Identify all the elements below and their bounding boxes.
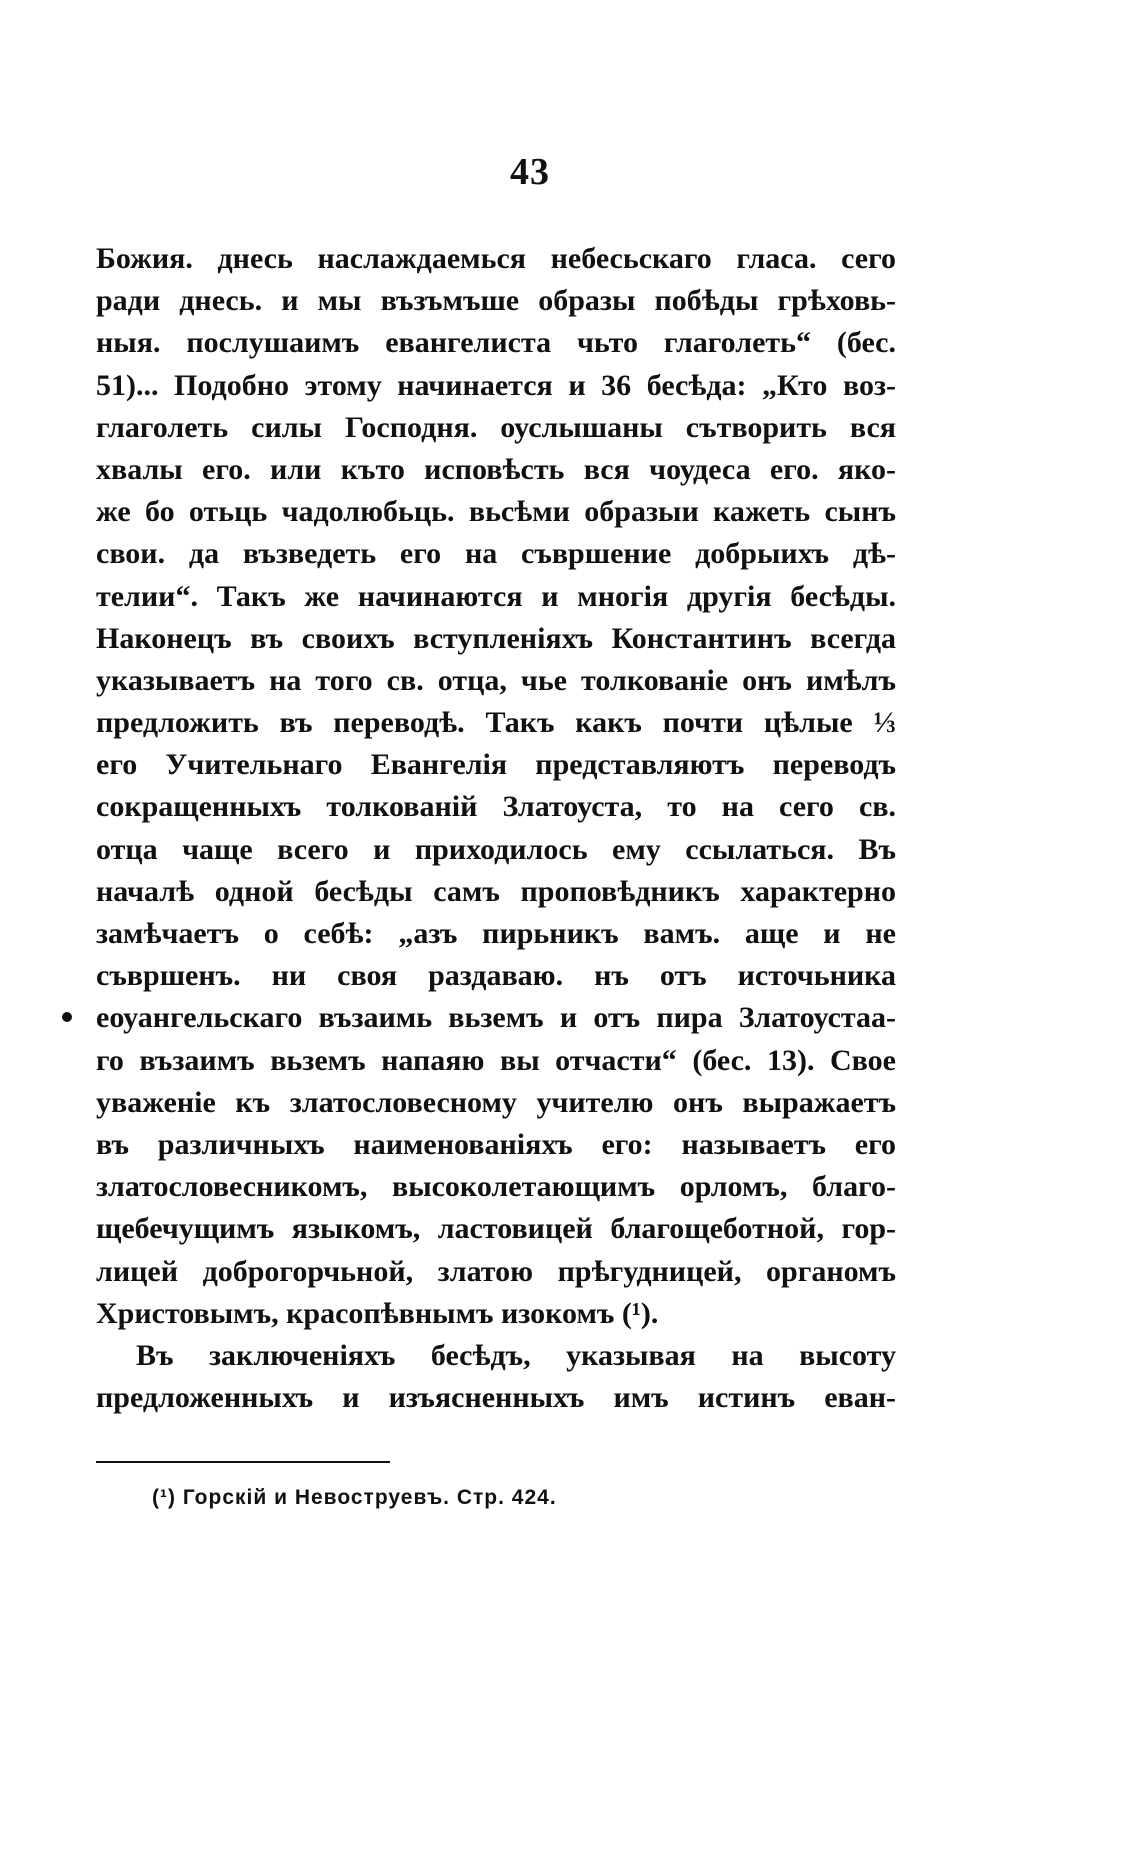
text-line: златословесникомъ, высоколетающимъ орломъ, благо- [96, 1170, 896, 1204]
text-line: телии“. Такъ же начинаются и многія другія бесѣды. [96, 579, 896, 613]
text-line: съвршенъ. ни своя раздаваю. нъ отъ источьника [96, 959, 896, 993]
text-line: Въ заключеніяхъ бесѣдъ, указывая на высоту [136, 1338, 896, 1372]
text-line: предложенныхъ и изъясненныхъ имъ истинъ еван- [96, 1381, 896, 1415]
text-line: началѣ одной бесѣды самъ проповѣдникъ характерно [96, 874, 896, 908]
text-line: Христовымъ, красопѣвнымъ изокомъ (¹). [96, 1296, 659, 1330]
text-line: указываетъ на того св. отца, чье толкованіе онъ имѣлъ [96, 663, 896, 697]
text-line: глаголеть силы Господня. оуслышаны сътворить вся [96, 410, 896, 444]
body-text [96, 238, 896, 1419]
text-line: свои. да възведеть его на съвршение добрыихъ дѣ- [96, 537, 896, 571]
text-line: въ различныхъ наименованіяхъ его: называетъ его [96, 1127, 896, 1161]
text-line: хвалы его. или къто исповѣсть вся чоудеса его. яко- [96, 452, 896, 486]
footnote-divider [96, 1461, 390, 1463]
text-line: предложить въ переводѣ. Такъ какъ почти цѣлые ⅓ [96, 706, 896, 740]
text-line: отца чаще всего и приходилось ему ссылаться. Въ [96, 832, 896, 866]
text-line: Наконецъ въ своихъ вступленіяхъ Константинъ всегда [96, 621, 896, 655]
text-line: лицей доброгорчьной, златою прѣгудницей, органомъ [96, 1254, 896, 1288]
text-line: ныя. послушаимъ евангелиста чьто глаголеть“ (бес. [96, 326, 896, 360]
page-number: 43 [510, 151, 550, 193]
text-line: замѣчаетъ о себѣ: „азъ пирьникъ вамъ. аще и не [96, 917, 896, 950]
text-line: же бо отьць чадолюбьць. вьсѣми образыи кажеть сынъ [96, 495, 896, 529]
text-line: го възаимъ вьземъ напаяю вы отчасти“ (бес. 13). Свое [96, 1043, 896, 1077]
text-line: щебечущимъ языкомъ, ластовицей благощеботной, гор- [96, 1212, 896, 1246]
margin-mark [62, 1012, 72, 1022]
text-line: ради днесь. и мы възъмъше образы побѣды грѣховь- [96, 284, 896, 318]
text-line: 51)... Подобно этому начинается и 36 бесѣда: „Кто воз- [96, 368, 896, 402]
text-line: его Учительнаго Евангелія представляютъ переводъ [96, 748, 896, 782]
footnote: (¹) Горскій и Невоструевъ. Стр. 424. [152, 1486, 557, 1509]
text-line: еоуангельскаго възаимь вьземъ и отъ пира Златоустаа- [96, 1001, 896, 1035]
text-line: уваженіе къ златословесному учителю онъ выражаетъ [96, 1085, 896, 1119]
text-line: сокращенныхъ толкованій Златоуста, то на сего св. [96, 790, 896, 824]
text-line: Божия. днесь наслаждаемься небесьскаго гласа. сего [96, 242, 896, 275]
